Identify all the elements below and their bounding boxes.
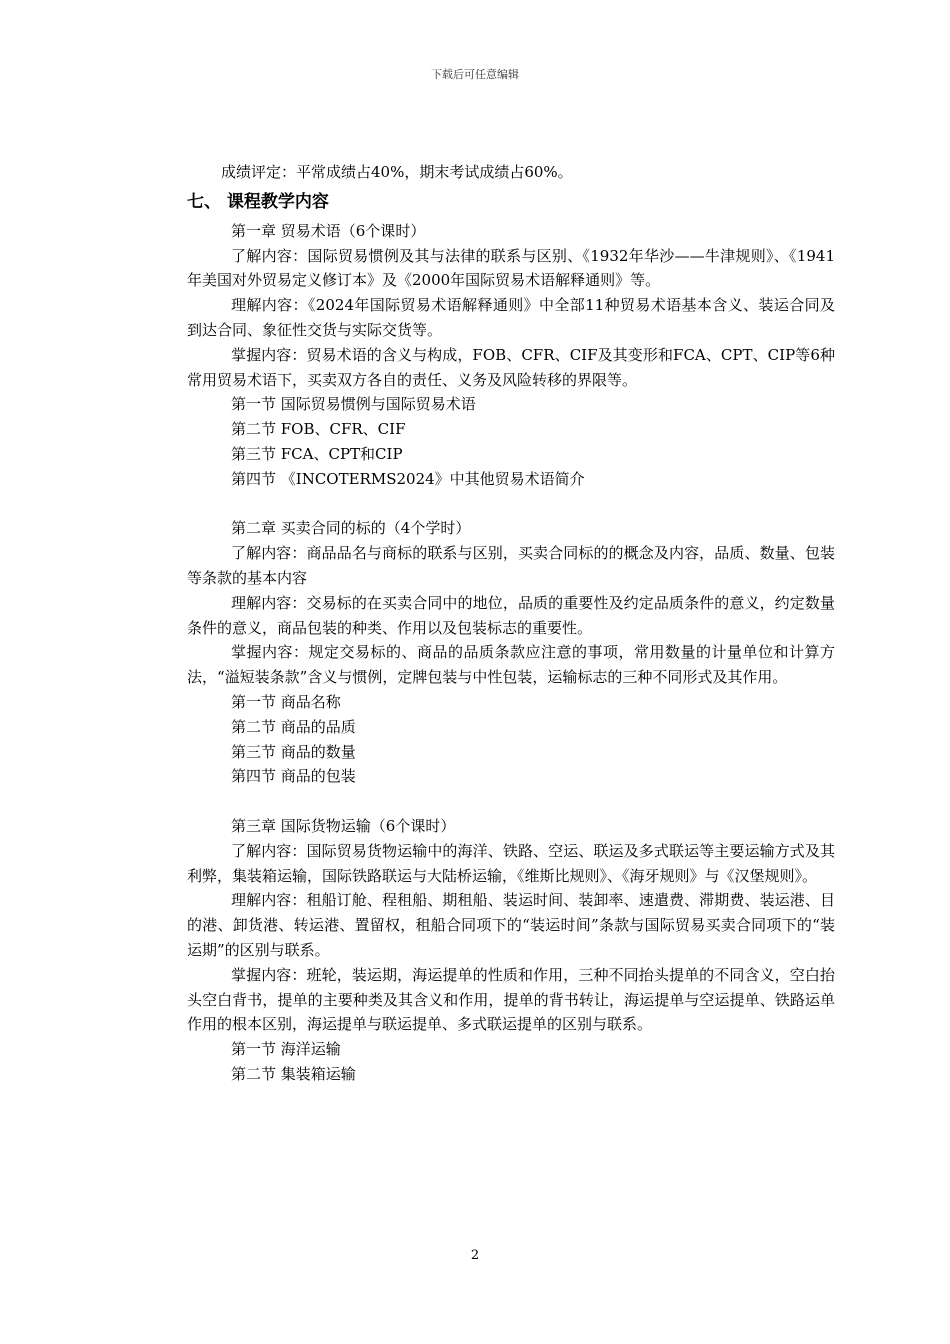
section-item: 第四节 商品的包装 [231,767,356,786]
paragraph-know: 了解内容：商品品名与商标的联系与区别，买卖合同标的的概念及内容，品质、数量、包装等条款的基本内容 [187,544,835,587]
section-item: 第一节 商品名称 [231,692,341,711]
chapter-title: 第三章 国际货物运输（6个课时） [231,816,456,835]
section-item: 第一节 海洋运输 [231,1040,341,1059]
paragraph-comprehend: 理解内容：《2024年国际贸易术语解释通则》中全部11种贸易术语基本含义、装运合同及到达合同、象征性交货与实际交货等。 [187,296,835,339]
paragraph-comprehend: 理解内容：租船订舱、程租船、期租船、装运时间、装卸率、速遣费、滞期费、装运港、目的港、卸货港、转运港、置留权，租船合同项下的“装运时间”条款与国际贸易买卖合同项下的“装运期”的区别与联系。 [187,891,835,959]
document-body [187,160,835,1087]
chapter-title: 第二章 买卖合同的标的（4个学时） [231,519,471,538]
section-item: 第二节 商品的品质 [231,717,356,736]
paragraph-master: 掌握内容：班轮，装运期，海运提单的性质和作用，三种不同抬头提单的不同含义，空白抬头空白背书，提单的主要种类及其含义和作用，提单的背书转让，海运提单与空运提单、铁路运单作用的根本区别，海运提单与联运提单、多式联运提单的区别与联系。 [187,965,835,1034]
section-item: 第一节 国际贸易惯例与国际贸易术语 [231,395,476,414]
paragraph-master: 掌握内容：规定交易标的、商品的品质条款应注意的事项，常用数量的计量单位和计算方法，“溢短装条款”含义与惯例，定牌包装与中性包装，运输标志的三种不同形式及其作用。 [187,643,835,687]
chapter-title: 第一章 贸易术语（6个课时） [231,221,426,240]
section-item: 第三节 商品的数量 [231,742,356,761]
section-item: 第二节 集装箱运输 [231,1064,356,1083]
blank-line [187,492,835,517]
grading-line: 成绩评定：平常成绩占40%，期末考试成绩占60%。 [221,163,573,181]
section-heading: 七、 课程教学内容 [187,191,329,212]
paragraph-master: 掌握内容：贸易术语的含义与构成，FOB、CFR、CIF及其变形和FCA、CPT、CIP等6种常用贸易术语下，买卖双方各自的责任、义务及风险转移的界限等。 [187,345,835,389]
paragraph-comprehend: 理解内容：交易标的在买卖合同中的地位，品质的重要性及约定品质条件的意义，约定数量条件的意义，商品包装的种类、作用以及包装标志的重要性。 [187,593,835,637]
paragraph-know: 了解内容：国际贸易货物运输中的海洋、铁路、空运、联运及多式联运等主要运输方式及其利弊，集装箱运输，国际铁路联运与大陆桥运输，《维斯比规则》、《海牙规则》与《汉堡规则》。 [187,841,835,885]
section-item: 第四节 《INCOTERMS2024》中其他贸易术语简介 [231,469,585,488]
section-item: 第三节 FCA、CPT和CIP [231,444,403,463]
blank-line [187,789,835,814]
paragraph-know: 了解内容：国际贸易惯例及其与法律的联系与区别、《1932年华沙——牛津规则》、《1941年美国对外贸易定义修订本》及《2000年国际贸易术语解释通则》等。 [187,246,835,290]
page-number: 2 [470,1248,480,1263]
page-header: 下载后可任意编辑 [431,68,519,81]
section-item: 第二节 FOB、CFR、CIF [231,420,406,439]
